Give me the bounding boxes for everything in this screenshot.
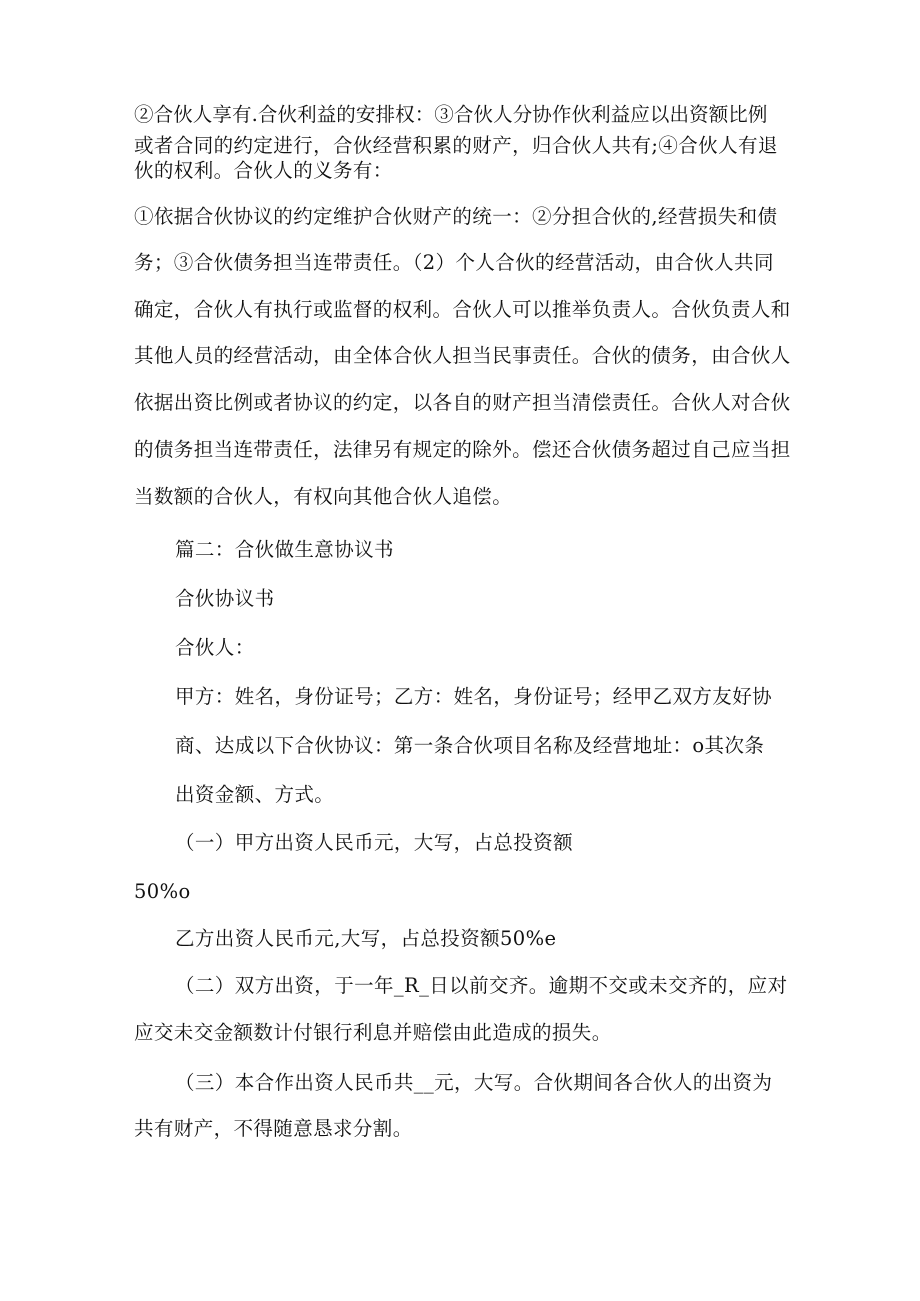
text-line: 50%o bbox=[134, 880, 191, 903]
text-line: （二）双方出资，于一年_R_日以前交齐。逾期不交或未交齐的，应对 bbox=[175, 974, 788, 997]
text-line: 应交未交金额数计付银行利息并赔偿由此造成的损失。 bbox=[134, 1021, 612, 1044]
text-line: ②合伙人享有.合伙利益的安排权：③合伙人分协作伙利益应以出资额比例 bbox=[134, 103, 768, 126]
text-line: 其他人员的经营活动，由全体合伙人担当民事责任。合伙的债务，由合伙人 bbox=[134, 344, 791, 367]
text-line: （一）甲方出资人民币元，大写，占总投资额 bbox=[175, 831, 574, 854]
text-line: 合伙人： bbox=[175, 636, 255, 659]
text-line: ①依据合伙协议的约定维护合伙财产的统一：②分担合伙的,经营损失和债 bbox=[134, 205, 778, 228]
document-title: 合伙协议书 bbox=[175, 587, 275, 610]
text-line: 务；③合伙债务担当连带责任。（2）个人合伙的经营活动，由合伙人共同 bbox=[134, 251, 774, 274]
text-line: 当数额的合伙人，有权向其他合伙人追偿。 bbox=[134, 485, 513, 508]
text-line: 伙的权利。合伙人的义务有： bbox=[134, 159, 393, 182]
text-line: 依据出资比例或者协议的约定，以各自的财产担当清偿责任。合伙人对合伙 bbox=[134, 391, 791, 414]
text-line: （三）本合作出资人民币共__元，大写。合伙期间各合伙人的出资为 bbox=[175, 1071, 773, 1094]
text-line: 商、达成以下合伙协议：第一条合伙项目名称及经营地址：o其次条 bbox=[175, 734, 765, 757]
text-line: 确定，合伙人有执行或监督的权利。合伙人可以推举负责人。合伙负责人和 bbox=[134, 298, 791, 321]
text-line: 的债务担当连带责任，法律另有规定的除外。偿还合伙债务超过自己应当担 bbox=[134, 438, 791, 461]
text-line: 或者合同的约定进行，合伙经营积累的财产，归合伙人共有;④合伙人有退 bbox=[134, 134, 778, 157]
text-line: 出资金额、方式。 bbox=[175, 783, 335, 806]
text-line: 共有财产，不得随意恳求分割。 bbox=[134, 1117, 413, 1140]
section-heading: 篇二：合伙做生意协议书 bbox=[175, 538, 394, 561]
text-line: 乙方出资人民币元,大写，占总投资额50%e bbox=[175, 927, 557, 950]
text-line: 甲方：姓名，身份证号；乙方：姓名，身份证号；经甲乙双方友好协 bbox=[175, 685, 773, 708]
